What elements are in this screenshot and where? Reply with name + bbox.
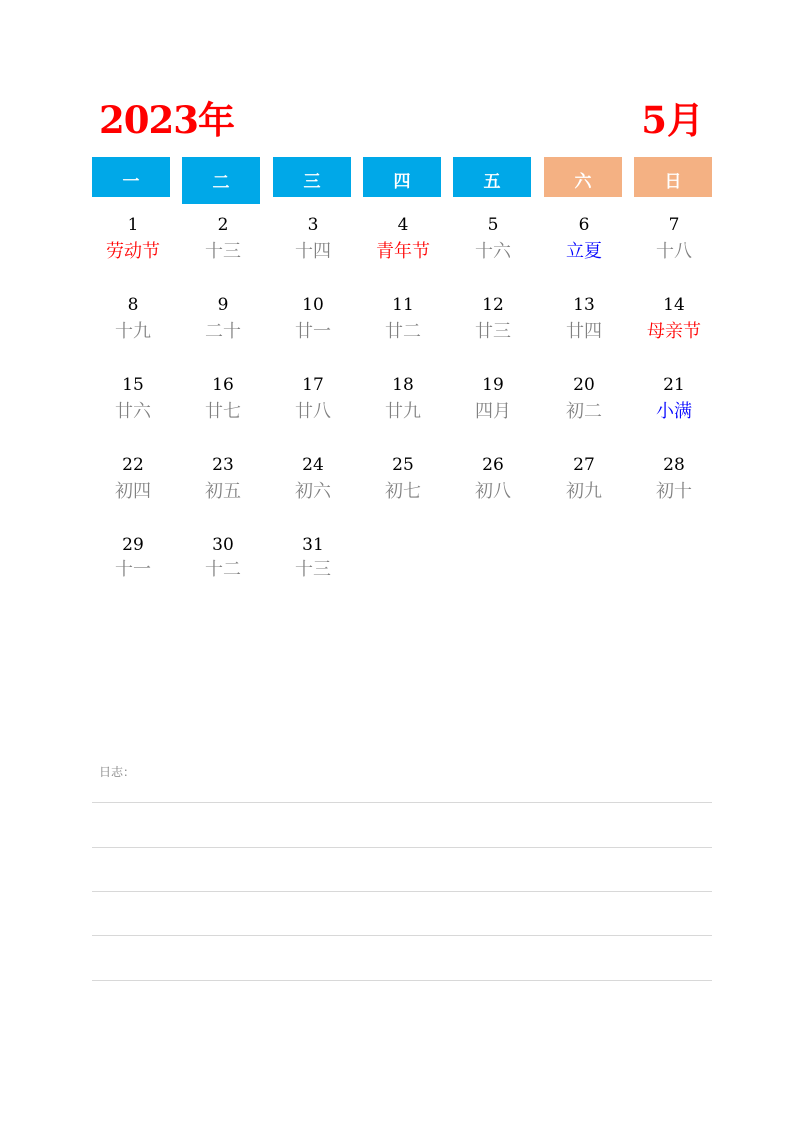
day-cell xyxy=(634,292,714,346)
solar-term-label: 小满 xyxy=(656,401,692,422)
day-cell xyxy=(93,372,173,426)
day-number: 27 xyxy=(573,455,595,475)
festival-label: 劳动节 xyxy=(106,241,160,262)
day-cell xyxy=(453,292,533,346)
day-number: 26 xyxy=(482,455,504,475)
weekday-sat: 六 xyxy=(544,157,622,197)
day-number: 2 xyxy=(217,215,229,235)
lunar-date: 廿一 xyxy=(295,321,331,342)
lunar-date: 初五 xyxy=(205,481,241,502)
lunar-date: 初六 xyxy=(295,481,331,502)
festival-label: 青年节 xyxy=(376,241,430,262)
lunar-date: 廿二 xyxy=(385,321,421,342)
day-cell xyxy=(183,532,263,582)
lunar-date: 初九 xyxy=(566,481,602,502)
day-number: 14 xyxy=(663,295,685,315)
lunar-date: 廿八 xyxy=(295,401,331,422)
day-number: 25 xyxy=(392,455,414,475)
lunar-date: 十三 xyxy=(295,559,331,580)
day-number: 11 xyxy=(392,295,414,315)
note-line xyxy=(92,891,712,892)
day-number: 1 xyxy=(127,215,139,235)
day-number: 12 xyxy=(482,295,504,315)
day-cell xyxy=(634,212,714,266)
day-cell xyxy=(93,212,173,266)
day-cell xyxy=(453,372,533,426)
day-number: 28 xyxy=(663,455,685,475)
lunar-date: 初十 xyxy=(656,481,692,502)
weekday-wed: 三 xyxy=(273,157,351,197)
day-cell xyxy=(183,212,263,266)
day-cell xyxy=(273,372,353,426)
lunar-date: 廿三 xyxy=(475,321,511,342)
day-cell xyxy=(544,212,624,266)
lunar-date: 十二 xyxy=(205,559,241,580)
day-cell xyxy=(634,452,714,506)
lunar-date: 初四 xyxy=(115,481,151,502)
day-cell xyxy=(363,212,443,266)
weekday-tue: 二 xyxy=(182,157,260,204)
weekday-thu: 四 xyxy=(363,157,441,197)
day-cell xyxy=(363,452,443,506)
day-number: 8 xyxy=(127,295,139,315)
day-number: 19 xyxy=(482,375,504,395)
day-cell xyxy=(93,452,173,506)
day-cell xyxy=(273,292,353,346)
day-number: 13 xyxy=(573,295,595,315)
day-cell xyxy=(273,532,353,582)
day-cell xyxy=(363,292,443,346)
year-title: 2023年 xyxy=(99,98,234,142)
lunar-date: 初七 xyxy=(385,481,421,502)
lunar-date: 二十 xyxy=(205,321,241,342)
day-number: 9 xyxy=(217,295,229,315)
day-cell xyxy=(273,212,353,266)
day-cell xyxy=(453,452,533,506)
lunar-date: 廿四 xyxy=(566,321,602,342)
day-number: 15 xyxy=(122,375,144,395)
lunar-date: 廿七 xyxy=(205,401,241,422)
festival-label: 母亲节 xyxy=(647,321,701,342)
lunar-date: 廿九 xyxy=(385,401,421,422)
day-number: 29 xyxy=(122,535,144,555)
day-number: 10 xyxy=(302,295,324,315)
note-line xyxy=(92,802,712,803)
lunar-date: 十六 xyxy=(475,241,511,262)
weekday-fri: 五 xyxy=(453,157,531,197)
day-cell xyxy=(363,372,443,426)
day-number: 5 xyxy=(487,215,499,235)
day-number: 30 xyxy=(212,535,234,555)
note-line xyxy=(92,847,712,848)
day-number: 4 xyxy=(397,215,409,235)
day-number: 31 xyxy=(302,535,324,555)
day-cell xyxy=(183,372,263,426)
day-cell xyxy=(544,452,624,506)
day-cell xyxy=(183,452,263,506)
day-number: 23 xyxy=(212,455,234,475)
day-number: 7 xyxy=(668,215,680,235)
day-number: 3 xyxy=(307,215,319,235)
lunar-date: 初八 xyxy=(475,481,511,502)
day-cell xyxy=(93,292,173,346)
lunar-date: 四月 xyxy=(475,401,511,422)
day-number: 18 xyxy=(392,375,414,395)
day-number: 21 xyxy=(663,375,685,395)
day-cell xyxy=(273,452,353,506)
lunar-date: 廿六 xyxy=(115,401,151,422)
lunar-date: 十一 xyxy=(115,559,151,580)
solar-term-label: 立夏 xyxy=(566,241,602,262)
weekday-sun: 日 xyxy=(634,157,712,197)
note-line xyxy=(92,935,712,936)
day-cell xyxy=(183,292,263,346)
day-number: 22 xyxy=(122,455,144,475)
notes-label: 日志： xyxy=(99,765,136,779)
day-number: 17 xyxy=(302,375,324,395)
note-line xyxy=(92,980,712,981)
day-cell xyxy=(634,372,714,426)
day-cell xyxy=(544,372,624,426)
day-cell xyxy=(453,212,533,266)
day-number: 16 xyxy=(212,375,234,395)
weekday-mon: 一 xyxy=(92,157,170,197)
lunar-date: 十四 xyxy=(295,241,331,262)
day-number: 20 xyxy=(573,375,595,395)
lunar-date: 十九 xyxy=(115,321,151,342)
day-number: 24 xyxy=(302,455,324,475)
month-title: 5月 xyxy=(641,98,704,142)
lunar-date: 十三 xyxy=(205,241,241,262)
day-cell xyxy=(93,532,173,582)
day-number: 6 xyxy=(578,215,590,235)
lunar-date: 初二 xyxy=(566,401,602,422)
lunar-date: 十八 xyxy=(656,241,692,262)
day-cell xyxy=(544,292,624,346)
weekday-header-row xyxy=(92,157,712,205)
